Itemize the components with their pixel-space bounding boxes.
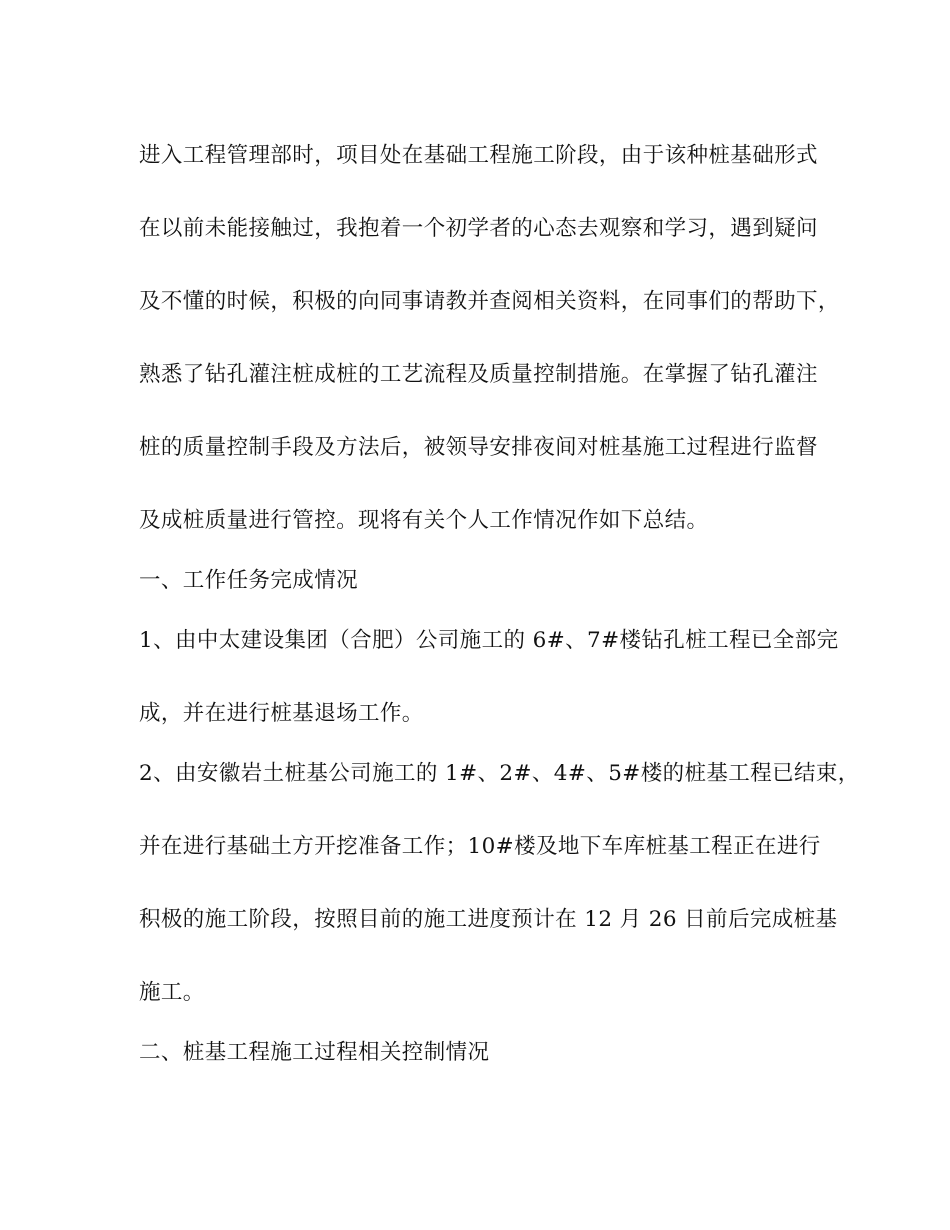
text-line-12: 积极的施工阶段，按照目前的施工进度预计在 12 月 26 日前后完成桩基 [139,907,838,932]
text-line-3: 及不懂的时候，积极的向同事请教并查阅相关资料，在同事们的帮助下， [139,289,840,314]
text-line-6: 及成桩质量进行管控。现将有关个人工作情况作如下总结。 [139,508,709,533]
text-line-2: 在以前未能接触过，我抱着一个初学者的心态去观察和学习，遇到疑问 [139,216,818,241]
text-line-9: 成，并在进行桩基退场工作。 [139,701,424,726]
text-line-5: 桩的质量控制手段及方法后，被领导安排夜间对桩基施工过程进行监督 [139,435,818,460]
text-line-8: 1、由中太建设集团（合肥）公司施工的 6#、7#楼钻孔桩工程已全部完 [139,628,839,653]
text-line-13: 施工。 [139,980,205,1005]
text-line-11: 并在进行基础土方开挖准备工作；10#楼及地下车库桩基工程正在进行 [139,834,821,859]
text-line-1: 进入工程管理部时，项目处在基础工程施工阶段，由于该种桩基础形式 [139,143,818,168]
text-line-10: 2、由安徽岩土桩基公司施工的 1#、2#、4#、5#楼的桩基工程已结束， [139,761,860,786]
section-heading-2: 二、桩基工程施工过程相关控制情况 [139,1040,490,1065]
text-line-4: 熟悉了钻孔灌注桩成桩的工艺流程及质量控制措施。在掌握了钻孔灌注 [139,362,818,387]
section-heading-1: 一、工作任务完成情况 [139,568,359,593]
